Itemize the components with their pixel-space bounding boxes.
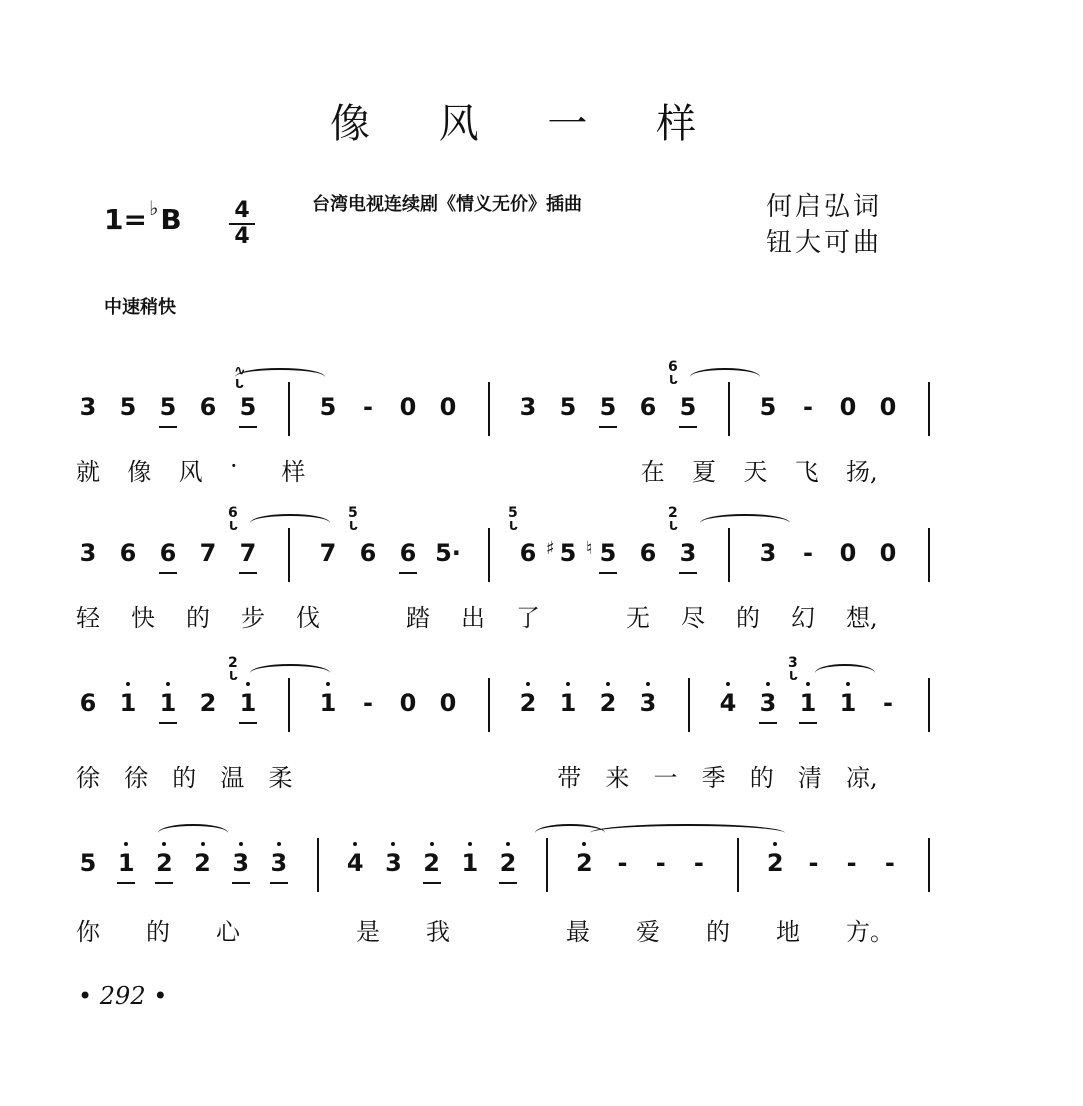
lyric-syllable: 的 (172, 764, 197, 792)
lyric-syllable: 天 (743, 458, 768, 486)
accidental: ♯ (546, 538, 555, 559)
note: 6 (395, 538, 421, 568)
dash-extension: - (883, 689, 893, 717)
staff-line (0, 655, 1083, 748)
lyric-syllable: 地 (776, 918, 800, 946)
lyric-syllable: 了 (516, 604, 540, 632)
lyric-syllable: 方。 (846, 918, 894, 946)
dash-extension: - (693, 849, 704, 877)
note: 6 (519, 539, 537, 567)
note: 5 (79, 849, 97, 877)
note: 5· (435, 539, 461, 567)
note: 3 (759, 539, 777, 567)
barline (488, 382, 490, 436)
lyric-syllable: 夏 (692, 458, 716, 486)
lyric-syllable: 风 (178, 458, 203, 486)
note: 3 (79, 539, 97, 567)
note: 5 (595, 392, 621, 422)
lyricist-credit: 何启弘词 (766, 192, 883, 222)
note: 2 (151, 848, 177, 878)
barline (288, 678, 290, 732)
slur (700, 514, 790, 532)
note: 3 (675, 538, 701, 568)
slur (690, 368, 760, 386)
rest: 0 (439, 689, 457, 717)
note: 6 (79, 689, 97, 717)
lyric-syllable: 爱 (636, 918, 660, 946)
lyric-syllable: 带 (557, 764, 582, 792)
note: 7 (235, 538, 261, 568)
lyric-syllable: 一 (653, 764, 678, 792)
note: 1 (113, 848, 139, 878)
accidental: ♮ (586, 538, 593, 559)
note: 5 (119, 393, 137, 421)
dash-extension: - (363, 689, 373, 717)
lyric-syllable: 季 (701, 764, 726, 792)
barline (488, 528, 490, 582)
lyric-syllable: 徐 (124, 764, 149, 792)
lyric-syllable: 伐 (296, 604, 320, 632)
dash-extension: - (803, 393, 813, 421)
lyric-syllable: 凉, (846, 764, 878, 792)
subtitle: 台湾电视连续剧《情义无价》插曲 (312, 194, 582, 215)
lyric-syllable: 最 (566, 918, 590, 946)
note: 3 (228, 848, 254, 878)
note: 6 (119, 539, 137, 567)
barline (928, 382, 930, 436)
note: 2 (762, 848, 788, 878)
note: 2 (190, 848, 216, 878)
barline (288, 382, 290, 436)
rest: 0 (399, 689, 417, 717)
barline (688, 678, 690, 732)
lyric-syllable: 的 (736, 604, 760, 632)
lyric-syllable: 的 (146, 918, 170, 946)
note: 6 (639, 539, 657, 567)
dash-extension: - (846, 849, 857, 877)
staff-line (0, 838, 1083, 908)
rest: 0 (879, 393, 897, 421)
page-number: • 292 • (78, 982, 168, 1010)
note: 6 (359, 539, 377, 567)
note: 4 (342, 848, 368, 878)
song-title: 像 风 一 样 (330, 101, 725, 147)
slur (158, 824, 228, 842)
barline (728, 382, 730, 436)
meter-top: 4 (234, 198, 250, 223)
note: 3 (380, 848, 406, 878)
rest: 0 (839, 539, 857, 567)
lyric-syllable: 清 (797, 764, 822, 792)
lyric-syllable: 我 (426, 918, 450, 946)
lyric-syllable: 出 (461, 604, 485, 632)
lyric-syllable: · (230, 452, 238, 480)
note: 7 (319, 539, 337, 567)
meter-bottom: 4 (234, 224, 250, 249)
note: 5 (155, 392, 181, 422)
note: 3 (635, 688, 661, 718)
key-signature (104, 196, 182, 236)
grace-note: 6 ᒐ (668, 360, 678, 374)
barline (928, 678, 930, 732)
lyric-syllable: 轻 (76, 604, 100, 632)
key-prefix: 1= (104, 203, 147, 236)
note: 2 (419, 848, 445, 878)
tempo-marking: 中速稍快 (104, 297, 176, 318)
composer-credit: 钮大可曲 (766, 228, 883, 258)
lyric-syllable: 心 (216, 918, 240, 946)
grace-note: 5 ᒐ (348, 506, 358, 520)
lyric-syllable: 柔 (268, 764, 293, 792)
lyric-syllable: 踏 (406, 604, 430, 632)
barline (928, 528, 930, 582)
lyric-syllable: 温 (220, 764, 245, 792)
slur (590, 824, 785, 842)
lyric-syllable: 无 (626, 604, 650, 632)
note: 2 (199, 689, 217, 717)
note: 1 (315, 688, 341, 718)
slur (250, 514, 330, 532)
note: 3 (755, 688, 781, 718)
grace-note: 5 ᒐ (508, 506, 518, 520)
note: 7 (199, 539, 217, 567)
note: 5 (675, 392, 701, 422)
note: 5 (319, 393, 337, 421)
lyric-syllable: 像 (127, 458, 152, 486)
lyric-syllable: 来 (605, 764, 630, 792)
note: 6 (155, 538, 181, 568)
lyric-syllable: 幻 (791, 604, 815, 632)
staff-line (0, 505, 1083, 598)
note: 1 (795, 688, 821, 718)
grace-note: 3 ᒐ (788, 656, 798, 670)
dash-extension: - (808, 849, 819, 877)
dash-extension: - (655, 849, 666, 877)
note: 5 (595, 538, 621, 568)
note: 1 (115, 688, 141, 718)
note: 5 (559, 393, 577, 421)
rest: 0 (439, 393, 457, 421)
note: 1 (235, 688, 261, 718)
note: 1 (155, 688, 181, 718)
rest: 0 (839, 393, 857, 421)
dash-extension: - (884, 849, 895, 877)
note: 5 (235, 392, 261, 422)
lyric-syllable: 步 (241, 604, 265, 632)
flat-sign: ♭ (148, 196, 159, 220)
lyric-syllable: 飞 (794, 458, 819, 486)
lyric-syllable: 你 (76, 918, 100, 946)
grace-note: 6 ᒐ (228, 506, 238, 520)
barline (488, 678, 490, 732)
barline (928, 838, 930, 892)
lyric-syllable: 快 (131, 604, 155, 632)
grace-note: 2 ᒐ (668, 506, 678, 520)
note: 2 (495, 848, 521, 878)
lyric-syllable: 扬, (846, 458, 878, 486)
lyric-syllable: 的 (186, 604, 210, 632)
barline (317, 838, 319, 892)
note: 3 (266, 848, 292, 878)
note: 2 (515, 688, 541, 718)
rest: 0 (879, 539, 897, 567)
lyric-syllable: 就 (76, 458, 100, 486)
lyric-syllable: 想, (846, 604, 878, 632)
lyric-syllable: 的 (749, 764, 774, 792)
note: 6 (639, 393, 657, 421)
slur (815, 664, 875, 682)
note: 5 (559, 539, 577, 567)
key-note: B (160, 203, 182, 236)
slur (235, 368, 325, 386)
dash-extension: - (363, 393, 373, 421)
lyric-syllable: 的 (706, 918, 730, 946)
slur (250, 664, 330, 682)
note: 3 (79, 393, 97, 421)
note: 2 (571, 848, 597, 878)
note: 3 (519, 393, 537, 421)
grace-note: 2 ᒐ (228, 656, 238, 670)
note: 4 (715, 688, 741, 718)
lyric-syllable: 样 (281, 458, 306, 486)
dash-extension: - (617, 849, 628, 877)
lyric-syllable: 在 (640, 458, 665, 486)
time-signature (229, 200, 255, 248)
note: 1 (457, 848, 483, 878)
ornament-mark: ∿ ᒐ (234, 364, 246, 378)
barline (737, 838, 739, 892)
rest: 0 (399, 393, 417, 421)
dash-extension: - (803, 539, 813, 567)
lyric-syllable: 徐 (76, 764, 100, 792)
barline (728, 528, 730, 582)
note: 1 (835, 688, 861, 718)
note: 6 (199, 393, 217, 421)
staff-line (0, 359, 1083, 452)
lyric-syllable: 尽 (681, 604, 705, 632)
barline (546, 838, 548, 892)
note: 1 (555, 688, 581, 718)
lyric-syllable: 是 (356, 918, 380, 946)
note: 5 (759, 393, 777, 421)
barline (288, 528, 290, 582)
note: 2 (595, 688, 621, 718)
